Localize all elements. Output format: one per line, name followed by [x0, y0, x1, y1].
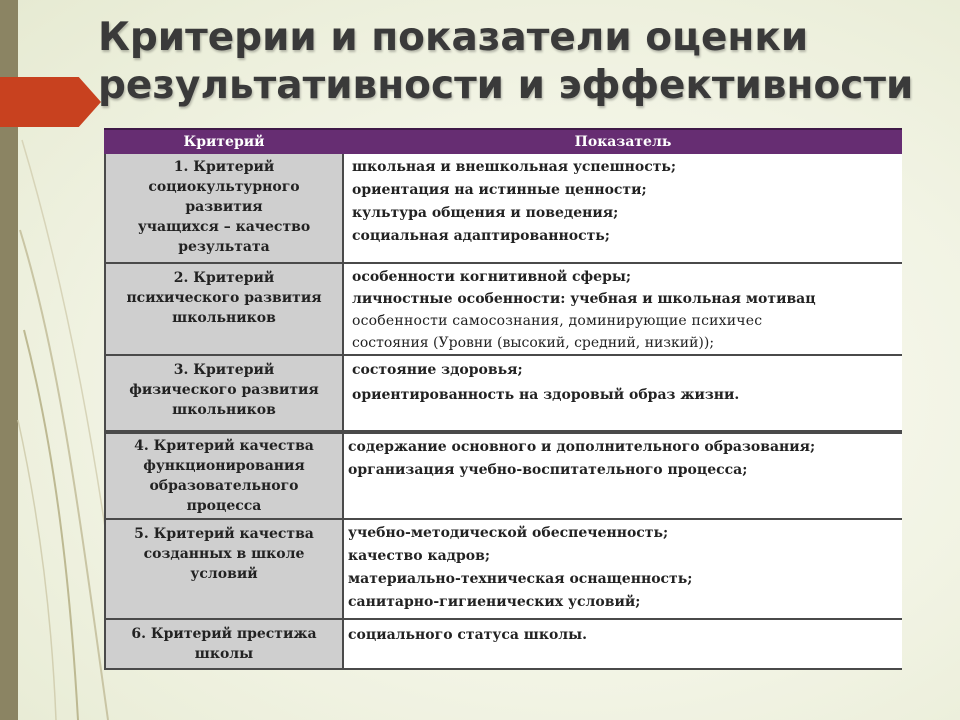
- indicator-cell: [344, 356, 902, 430]
- indicator-cell: [344, 154, 902, 262]
- indicator-line: состояние здоровья;: [352, 362, 523, 378]
- title-line-1: Критерии и показатели оценки: [98, 15, 809, 60]
- criterion-line: условий: [190, 566, 258, 582]
- table-row: [104, 154, 902, 264]
- criterion-line: 2. Критерий: [173, 270, 275, 286]
- criterion-line: 5. Критерий качества: [134, 526, 314, 542]
- criterion-cell: [104, 434, 344, 518]
- criterion-line: образовательного: [149, 478, 299, 494]
- table-row: [104, 620, 902, 670]
- indicator-line: состояния (Уровни (высокий, средний, низкий));: [352, 335, 715, 351]
- table-row: [104, 432, 902, 520]
- criterion-line: результата: [178, 239, 270, 255]
- criterion-cell: [104, 356, 344, 430]
- criterion-cell: [104, 620, 344, 668]
- criterion-line: функционирования: [143, 458, 305, 474]
- criterion-line: развития: [185, 199, 263, 215]
- criterion-line: 1. Критерий: [173, 159, 275, 175]
- indicator-line: особенности самосознания, доминирующие психичес: [352, 313, 763, 329]
- criterion-cell: [104, 154, 344, 262]
- criterion-line: 6. Критерий престижа: [131, 626, 317, 642]
- indicator-line: ориентация на истинные ценности;: [352, 182, 647, 198]
- title-line-2: результативности и эффективности: [98, 63, 914, 108]
- indicator-line: содержание основного и дополнительного образования;: [348, 439, 816, 455]
- criterion-cell: [104, 264, 344, 354]
- indicator-line: социальная адаптированность;: [352, 228, 610, 244]
- criterion-line: 4. Критерий качества: [134, 438, 314, 454]
- indicator-line: организация учебно-воспитательного процесса;: [348, 462, 748, 478]
- indicator-line: социального статуса школы.: [348, 627, 588, 643]
- indicator-line: ориентированность на здоровый образ жизни.: [352, 387, 740, 403]
- indicator-cell: [344, 434, 902, 518]
- indicator-line: качество кадров;: [348, 548, 491, 564]
- indicator-cell: [344, 620, 902, 668]
- table-row: [104, 520, 902, 620]
- header-criterion: Критерий: [183, 134, 265, 150]
- indicator-line: материально-техническая оснащенность;: [348, 571, 693, 587]
- indicator-line: личностные особенности: учебная и школьная мотивац: [352, 291, 816, 307]
- header-indicator: Показатель: [574, 134, 672, 150]
- criterion-line: физического развития: [129, 382, 319, 398]
- criterion-line: процесса: [186, 498, 262, 514]
- criterion-line: учащихся – качество: [137, 219, 311, 235]
- indicator-line: учебно-методической обеспеченность;: [348, 525, 669, 541]
- indicator-line: культура общения и поведения;: [352, 205, 619, 221]
- slide-title: [98, 14, 948, 110]
- indicator-line: особенности когнитивной сферы;: [352, 269, 632, 285]
- criterion-line: психического развития: [126, 290, 322, 306]
- indicator-line: школьная и внешкольная успешность;: [352, 159, 677, 175]
- indicator-cell: [344, 264, 902, 354]
- indicator-line: санитарно-гигиенических условий;: [348, 594, 641, 610]
- table-row: [104, 356, 902, 432]
- criterion-line: социокультурного: [148, 179, 300, 195]
- criterion-cell: [104, 520, 344, 618]
- criterion-line: 3. Критерий: [173, 362, 275, 378]
- criterion-line: школьников: [172, 310, 276, 326]
- indicator-cell: [344, 520, 902, 618]
- criterion-line: школы: [194, 646, 254, 662]
- criterion-line: школьников: [172, 402, 276, 418]
- criterion-line: созданных в школе: [143, 546, 305, 562]
- table-row: [104, 264, 902, 356]
- table-header: [104, 128, 902, 154]
